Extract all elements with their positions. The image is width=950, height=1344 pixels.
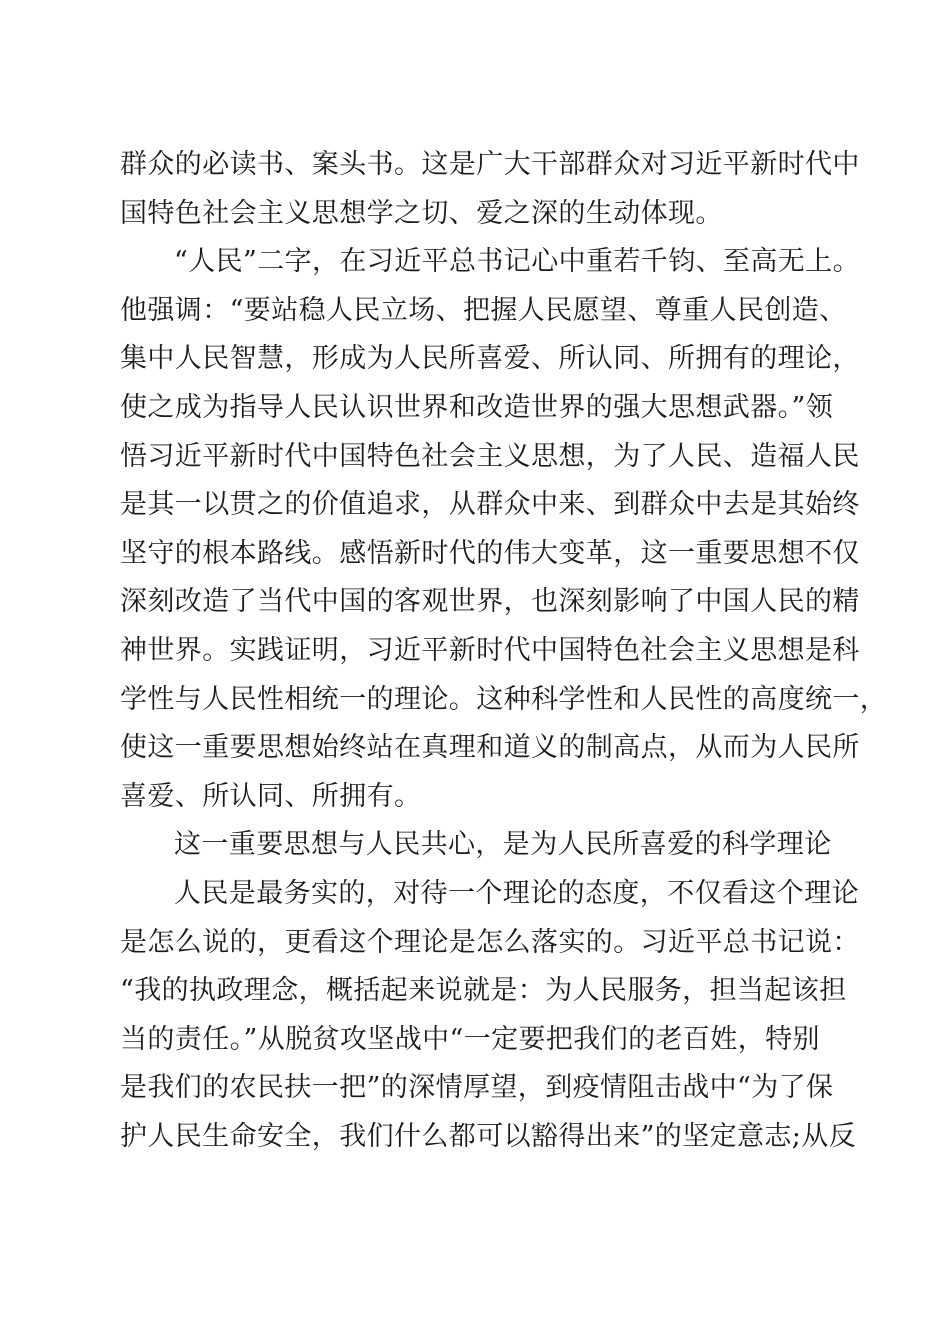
text-line: 是其一以贯之的价值追求，从群众中来、到群众中去是其始终: [120, 489, 860, 521]
text-line: 群众的必读书、案头书。这是广大干部群众对习近平新时代中: [120, 149, 860, 180]
text-line: 深刻改造了当代中国的客观世界，也深刻影响了中国人民的精: [120, 586, 860, 618]
text-line: 悟习近平新时代中国特色社会主义思想，为了人民、造福人民: [120, 440, 860, 472]
body-text: [120, 141, 888, 1161]
section-heading: 这一重要思想与人民共心，是为人民所喜爱的科学理论: [174, 829, 832, 861]
text-line: 他强调：“要站稳人民立场、把握人民愿望、尊重人民创造、: [120, 294, 847, 326]
text-line: 喜爱、所认同、所拥有。: [120, 780, 422, 812]
text-line: 神世界。实践证明，习近平新时代中国特色社会主义思想是科: [120, 634, 860, 666]
text-line: 国特色社会主义思想学之切、爱之深的生动体现。: [120, 197, 723, 229]
text-line: 使之成为指导人民认识世界和改造世界的强大思想武器。”领: [120, 391, 834, 423]
text-line: 护人民生命安全，我们什么都可以豁得出来”的坚定意志;从反: [120, 1120, 857, 1152]
text-line: 是怎么说的，更看这个理论是怎么落实的。习近平总书记说：: [120, 926, 860, 958]
text-line: 学性与人民性相统一的理论。这种科学性和人民性的高度统一，: [120, 683, 888, 715]
text-line: “我的执政理念，概括起来说就是：为人民服务，担当起该担: [120, 975, 847, 1007]
text-line: 坚守的根本路线。感悟新时代的伟大变革，这一重要思想不仅: [120, 537, 860, 569]
text-line: 集中人民智慧，形成为人民所喜爱、所认同、所拥有的理论，: [120, 343, 860, 375]
paragraph-start-line: 人民是最务实的，对待一个理论的态度，不仅看这个理论: [174, 877, 859, 909]
text-line: 是我们的农民扶一把”的深情厚望，到疫情阻击战中“为了保: [120, 1072, 834, 1104]
paragraph-start-line: “人民”二字，在习近平总书记心中重若千钧、至高无上。: [174, 246, 861, 278]
text-line: 使这一重要思想始终站在真理和道义的制高点，从而为人民所: [120, 732, 860, 764]
text-line: 当的责任。”从脱贫攻坚战中“一定要把我们的老百姓，特别: [120, 1023, 820, 1055]
